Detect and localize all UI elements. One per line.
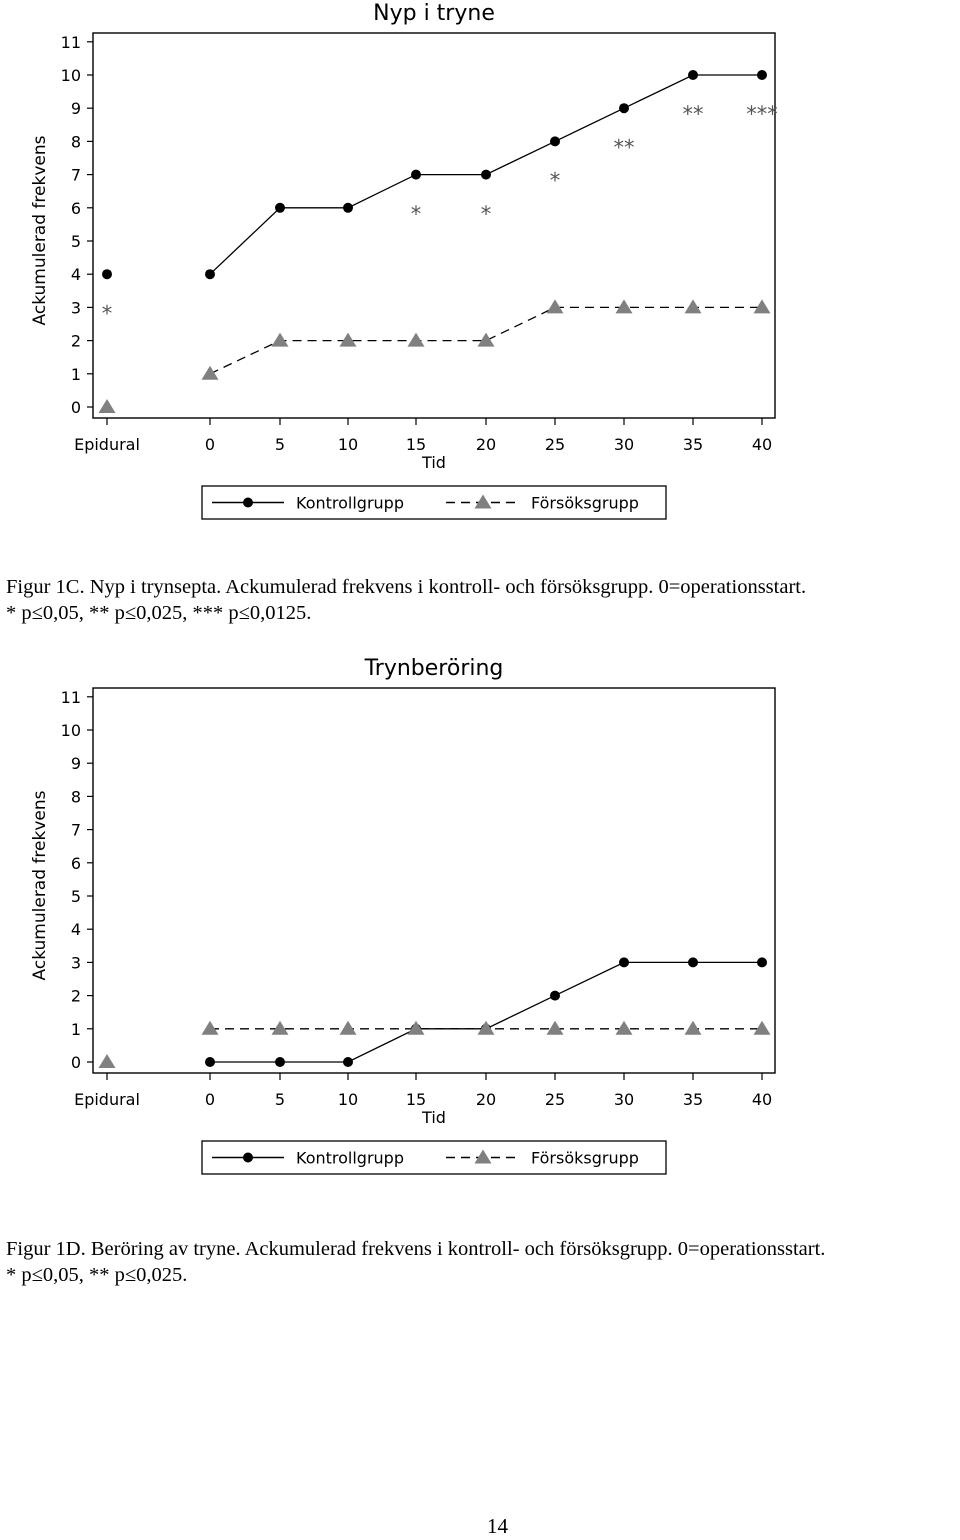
y-tick-label: 11 xyxy=(60,687,81,707)
x-tick-label: 0 xyxy=(204,435,216,454)
y-tick-label: 7 xyxy=(70,165,81,185)
data-point-triangle xyxy=(478,1021,495,1035)
x-tick-label: 20 xyxy=(475,1090,497,1109)
caption-1d-line2: * p≤0,05, ** p≤0,025. xyxy=(6,1264,188,1286)
y-tick-label: 6 xyxy=(70,198,81,218)
plot-frame xyxy=(93,33,775,418)
y-tick-label: 2 xyxy=(70,331,81,351)
data-point-triangle xyxy=(272,333,289,347)
x-tick-label: 25 xyxy=(544,435,566,454)
data-point-circle xyxy=(411,170,421,180)
significance-label: *** xyxy=(746,102,778,127)
x-tick-label: 15 xyxy=(405,435,427,454)
legend-label-kontrollgrupp: Kontrollgrupp xyxy=(296,493,404,513)
x-tick-label: 5 xyxy=(274,435,286,454)
series-kontrollgrupp xyxy=(205,957,767,1067)
data-point-circle xyxy=(102,269,112,279)
data-point-triangle xyxy=(547,299,564,313)
data-point-triangle xyxy=(99,1054,116,1068)
x-tick-label: 10 xyxy=(337,1090,359,1109)
x-tick-label: Epidural xyxy=(74,435,140,454)
x-axis-title: Tid xyxy=(422,453,446,472)
x-tick-label: 35 xyxy=(682,435,704,454)
data-point-triangle xyxy=(685,1021,702,1035)
data-point-circle xyxy=(688,957,698,967)
y-tick-label: 5 xyxy=(70,232,81,251)
data-point-circle xyxy=(343,1057,353,1067)
y-tick-label: 2 xyxy=(70,986,81,1006)
y-tick-label: 0 xyxy=(70,1053,81,1072)
data-point-triangle xyxy=(754,1021,771,1035)
data-point-circle xyxy=(619,957,629,967)
x-axis-title: Tid xyxy=(422,1108,446,1127)
data-point-triangle xyxy=(99,399,116,413)
x-tick-label: 0 xyxy=(204,1090,216,1109)
chart-trynberoring xyxy=(0,655,960,1195)
legend-marker-circle xyxy=(243,1153,253,1163)
data-point-circle xyxy=(275,203,285,213)
y-axis xyxy=(61,688,93,1072)
x-tick-label: 5 xyxy=(274,1090,286,1109)
data-point-triangle xyxy=(202,1021,219,1035)
x-tick-label: 35 xyxy=(682,1090,704,1109)
significance-label: ** xyxy=(682,102,704,127)
legend-marker-circle xyxy=(243,498,253,508)
y-tick-label: 3 xyxy=(70,953,81,973)
x-axis xyxy=(74,1073,772,1109)
y-tick-label: 8 xyxy=(70,787,81,807)
chart-title: Trynberöring xyxy=(364,656,504,681)
y-tick-label: 1 xyxy=(70,1019,81,1039)
x-tick-label: 40 xyxy=(751,1090,773,1109)
y-tick-label: 4 xyxy=(70,265,81,285)
data-point-circle xyxy=(688,70,698,80)
legend-label-kontrollgrupp: Kontrollgrupp xyxy=(296,1148,404,1168)
caption-1c-line2: * p≤0,05, ** p≤0,025, *** p≤0,0125. xyxy=(6,602,312,624)
data-point-triangle xyxy=(616,1021,633,1035)
x-tick-label: 30 xyxy=(613,1090,635,1109)
data-point-circle xyxy=(205,1057,215,1067)
data-point-circle xyxy=(550,991,560,1001)
data-point-triangle xyxy=(478,333,495,347)
x-tick-label: 10 xyxy=(337,435,359,454)
data-point-circle xyxy=(550,136,560,146)
y-tick-label: 11 xyxy=(60,32,81,52)
legend-marker-triangle xyxy=(475,495,492,509)
significance-label: * xyxy=(410,201,422,226)
y-tick-label: 9 xyxy=(70,754,81,774)
series-kontrollgrupp xyxy=(102,70,767,279)
x-tick-label: 40 xyxy=(751,435,773,454)
data-point-circle xyxy=(757,957,767,967)
data-point-circle xyxy=(205,269,215,279)
chart-nyp-i-tryne xyxy=(0,0,960,545)
data-point-circle xyxy=(275,1057,285,1067)
y-tick-label: 9 xyxy=(70,99,81,119)
x-tick-label: 15 xyxy=(405,1090,427,1109)
figure-caption-1c xyxy=(6,574,956,626)
legend-marker-triangle xyxy=(475,1150,492,1164)
y-tick-label: 10 xyxy=(60,66,81,85)
y-tick-label: 10 xyxy=(60,721,81,740)
y-tick-label: 3 xyxy=(70,298,81,318)
data-point-triangle xyxy=(408,1021,425,1035)
data-point-triangle xyxy=(754,299,771,313)
series-f-rs-ksgrupp xyxy=(99,1021,771,1068)
legend-label-forsoksgrupp: Försöksgrupp xyxy=(531,493,639,513)
chart-title: Nyp i tryne xyxy=(373,1,495,26)
data-point-triangle xyxy=(685,299,702,313)
data-point-circle xyxy=(343,203,353,213)
data-point-circle xyxy=(481,170,491,180)
series-f-rs-ksgrupp xyxy=(99,299,771,413)
y-tick-label: 5 xyxy=(70,887,81,906)
legend-label-forsoksgrupp: Försöksgrupp xyxy=(531,1148,639,1168)
data-point-triangle xyxy=(340,1021,357,1035)
legend xyxy=(202,1141,666,1174)
data-point-triangle xyxy=(272,1021,289,1035)
significance-label: * xyxy=(480,201,492,226)
x-tick-label: Epidural xyxy=(74,1090,140,1109)
significance-label: * xyxy=(549,168,561,193)
page-number: 14 xyxy=(487,1514,508,1538)
y-tick-label: 6 xyxy=(70,853,81,873)
legend xyxy=(202,486,666,519)
caption-1c-line1: Figur 1C. Nyp i trynsepta. Ackumulerad frekvens i kontroll- och försöksgrupp. 0=operationsstart. xyxy=(6,576,807,598)
y-axis xyxy=(61,33,93,417)
y-axis-title: Ackumulerad frekvens xyxy=(30,790,50,981)
series-line xyxy=(210,962,762,1062)
y-tick-label: 1 xyxy=(70,364,81,384)
figure-caption-1d xyxy=(6,1236,956,1288)
y-tick-label: 8 xyxy=(70,132,81,152)
x-tick-label: 30 xyxy=(613,435,635,454)
significance-label: ** xyxy=(613,135,635,160)
y-tick-label: 4 xyxy=(70,920,81,940)
y-axis-title: Ackumulerad frekvens xyxy=(30,135,50,326)
data-point-triangle xyxy=(340,333,357,347)
plot-frame xyxy=(93,688,775,1073)
data-point-circle xyxy=(619,103,629,113)
y-tick-label: 0 xyxy=(70,398,81,417)
x-tick-label: 25 xyxy=(544,1090,566,1109)
data-point-triangle xyxy=(547,1021,564,1035)
x-tick-label: 20 xyxy=(475,435,497,454)
x-axis xyxy=(74,418,772,454)
caption-1d-line1: Figur 1D. Beröring av tryne. Ackumulerad frekvens i kontroll- och försöksgrupp. 0=operationsstart. xyxy=(6,1238,826,1260)
significance-label: * xyxy=(101,301,113,326)
data-point-triangle xyxy=(202,366,219,380)
data-point-circle xyxy=(757,70,767,80)
y-tick-label: 7 xyxy=(70,820,81,840)
data-point-triangle xyxy=(616,299,633,313)
data-point-triangle xyxy=(408,333,425,347)
